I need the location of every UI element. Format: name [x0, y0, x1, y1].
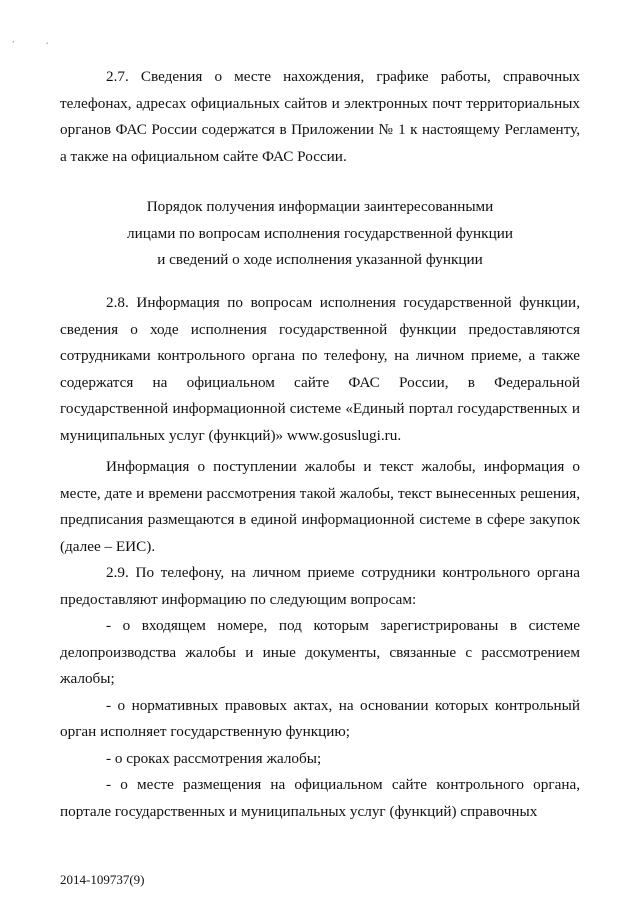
scan-artifact-mark: ‘	[46, 41, 49, 49]
section-heading-line: и сведений о ходе исполнения указанной функции	[157, 251, 483, 268]
list-item: - о месте размещения на официальном сайте контрольного органа, портале государственных и муниципальных услуг (функций) справочных	[60, 776, 580, 820]
list-item: - о сроках рассмотрения жалобы;	[106, 749, 322, 767]
paragraph-2-7-block	[60, 64, 580, 170]
section-heading	[60, 194, 580, 274]
section-heading-line: лицами по вопросам исполнения государственной функции	[127, 224, 513, 242]
footer-document-code: 2014-109737(9)	[60, 872, 145, 887]
paragraph-2-7: 2.7. Сведения о месте нахождения, графике работы, справочных телефонах, адресах официальных сайтов и электронных почт территориальных органов ФАС России содержатся в Приложении № 1 к настоящему Регламенту, а также на официальном сайте ФАС России.	[60, 68, 580, 165]
scan-artifact-mark: ’	[12, 40, 15, 48]
section-heading-line: Порядок получения информации заинтересованными	[146, 198, 494, 215]
list-item: - о входящем номере, под которым зарегистрированы в системе делопроизводства жалобы и иные документы, связанные с рассмотрением жалобы;	[60, 617, 580, 687]
main-text-block	[60, 290, 580, 825]
list-item: - о нормативных правовых актах, на основании которых контрольный орган исполняет государственную функцию;	[60, 696, 580, 740]
paragraph-2-9: 2.9. По телефону, на личном приеме сотрудники контрольного органа предоставляют информацию по следующим вопросам:	[60, 564, 580, 608]
paragraph-2-8: 2.8. Информация по вопросам исполнения государственной функции, сведения о ходе исполнения государственной функции предоставляются сотрудниками контрольного органа по телефону, на личном приеме, а также содержатся на официальном сайте ФАС России, в Федеральной государственной информационной системе «Единый портал государственных и муниципальных услуг (функций)» www.gosuslugi.ru.	[60, 294, 580, 444]
paragraph-complaint-info: Информация о поступлении жалобы и текст жалобы, информация о месте, дате и времени рассмотрения такой жалобы, текст вынесенных решения, предписания размещаются в единой информационной системе в сфере закупок (далее – ЕИС).	[60, 458, 580, 555]
